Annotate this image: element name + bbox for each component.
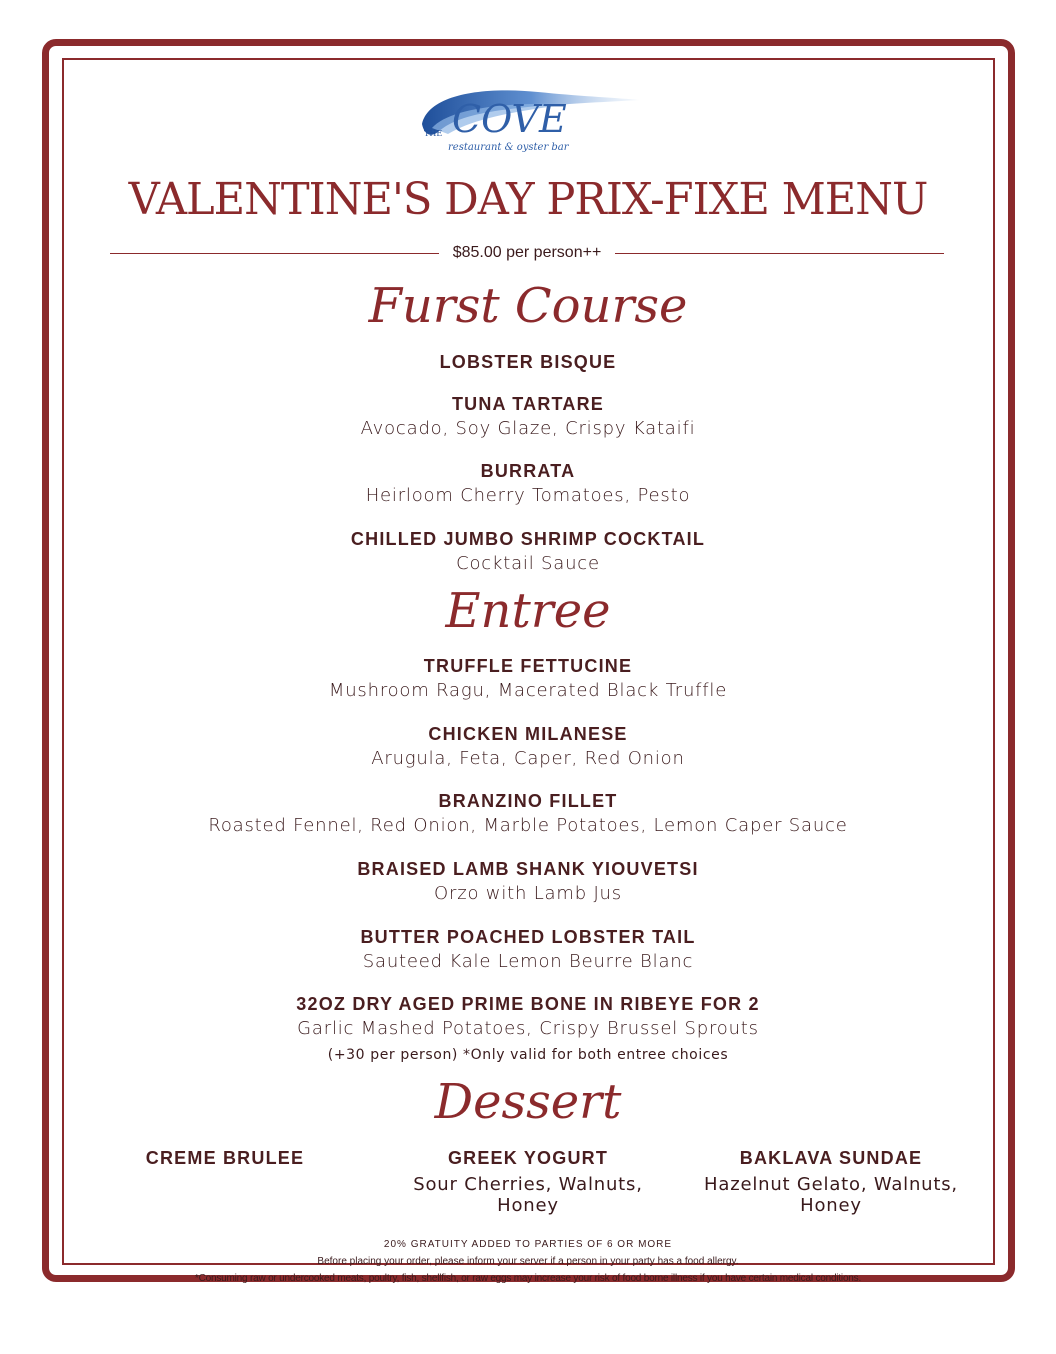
- dessert-baklava-sundae: [686, 1146, 976, 1216]
- dessert-creme-brulee: [80, 1146, 370, 1170]
- logo-tagline: restaurant & oyster bar: [448, 142, 569, 153]
- menu-item-burrata: [0, 459, 1056, 509]
- item-name: BRANZINO FILLET: [438, 791, 618, 811]
- dessert-greek-yogurt: [383, 1146, 673, 1216]
- item-desc: Sauteed Kale Lemon Beurre Blanc: [362, 951, 694, 972]
- item-desc: Roasted Fennel, Red Onion, Marble Potatoes, Lemon Caper Sauce: [208, 815, 848, 836]
- item-name: CHICKEN MILANESE: [428, 724, 628, 744]
- allergy-notice: Before placing your order, please inform your server if a person in your party has a food allergy.: [317, 1256, 739, 1267]
- logo-the: THE: [424, 129, 443, 138]
- item-desc: Garlic Mashed Potatoes, Crispy Brussel Sprouts: [297, 1018, 759, 1039]
- item-note: (+30 per person) *Only valid for both entree choices: [327, 1047, 729, 1063]
- item-desc: Cocktail Sauce: [456, 553, 600, 574]
- menu-item-lamb-shank: [0, 857, 1056, 907]
- item-name: 32OZ DRY AGED PRIME BONE IN RIBEYE FOR 2: [296, 994, 760, 1014]
- item-name: CHILLED JUMBO SHRIMP COCKTAIL: [350, 529, 706, 549]
- logo-name: COVE: [452, 97, 567, 141]
- item-desc: Orzo with Lamb Jus: [434, 883, 622, 904]
- menu-item-branzino: [0, 789, 1056, 839]
- first-course-heading: Furst Course: [368, 278, 688, 334]
- item-name: TUNA TARTARE: [451, 394, 605, 414]
- item-name: BURRATA: [480, 461, 576, 481]
- item-name: BUTTER POACHED LOBSTER TAIL: [360, 927, 696, 947]
- item-name: BAKLAVA SUNDAE: [739, 1148, 923, 1168]
- item-desc: Heirloom Cherry Tomatoes, Pesto: [365, 485, 691, 506]
- divider-left: [110, 253, 439, 254]
- divider-right: [615, 253, 944, 254]
- item-name: GREEK YOGURT: [447, 1148, 609, 1168]
- menu-item-truffle-fettucine: [0, 654, 1056, 704]
- item-desc: Mushroom Ragu, Macerated Black Truffle: [328, 680, 728, 701]
- price-row: [110, 240, 944, 266]
- item-name: TRUFFLE FETTUCINE: [423, 656, 633, 676]
- cove-logo: [418, 84, 642, 156]
- item-desc: Avocado, Soy Glaze, Crispy Kataifi: [360, 418, 696, 439]
- menu-item-lobster-tail: [0, 925, 1056, 975]
- entree-heading: Entree: [445, 583, 611, 639]
- dessert-heading: Dessert: [434, 1074, 622, 1130]
- menu-item-chicken-milanese: [0, 722, 1056, 772]
- menu-item-ribeye: [0, 992, 1056, 1066]
- item-name: CREME BRULEE: [145, 1148, 305, 1168]
- menu-item-shrimp-cocktail: [0, 527, 1056, 577]
- price-per-person: $85.00 per person++: [452, 244, 602, 261]
- item-desc: Sour Cherries, Walnuts, Honey: [413, 1174, 643, 1216]
- menu-title: VALENTINE'S DAY PRIX-FIXE MENU: [128, 174, 928, 225]
- gratuity-notice: 20% GRATUITY ADDED TO PARTIES OF 6 OR MORE: [383, 1239, 673, 1250]
- item-desc: Hazelnut Gelato, Walnuts, Honey: [704, 1174, 958, 1216]
- item-name: LOBSTER BISQUE: [439, 352, 617, 372]
- menu-item-lobster-bisque: [0, 350, 1056, 374]
- consumption-warning: *Consuming raw or undercooked meats, poultry, fish, shellfish, or raw eggs may increase your risk of food borne illness if you have certain medical conditions.: [194, 1273, 862, 1284]
- menu-item-tuna-tartare: [0, 392, 1056, 442]
- item-name: BRAISED LAMB SHANK YIOUVETSI: [357, 859, 699, 879]
- item-desc: Arugula, Feta, Caper, Red Onion: [371, 748, 685, 769]
